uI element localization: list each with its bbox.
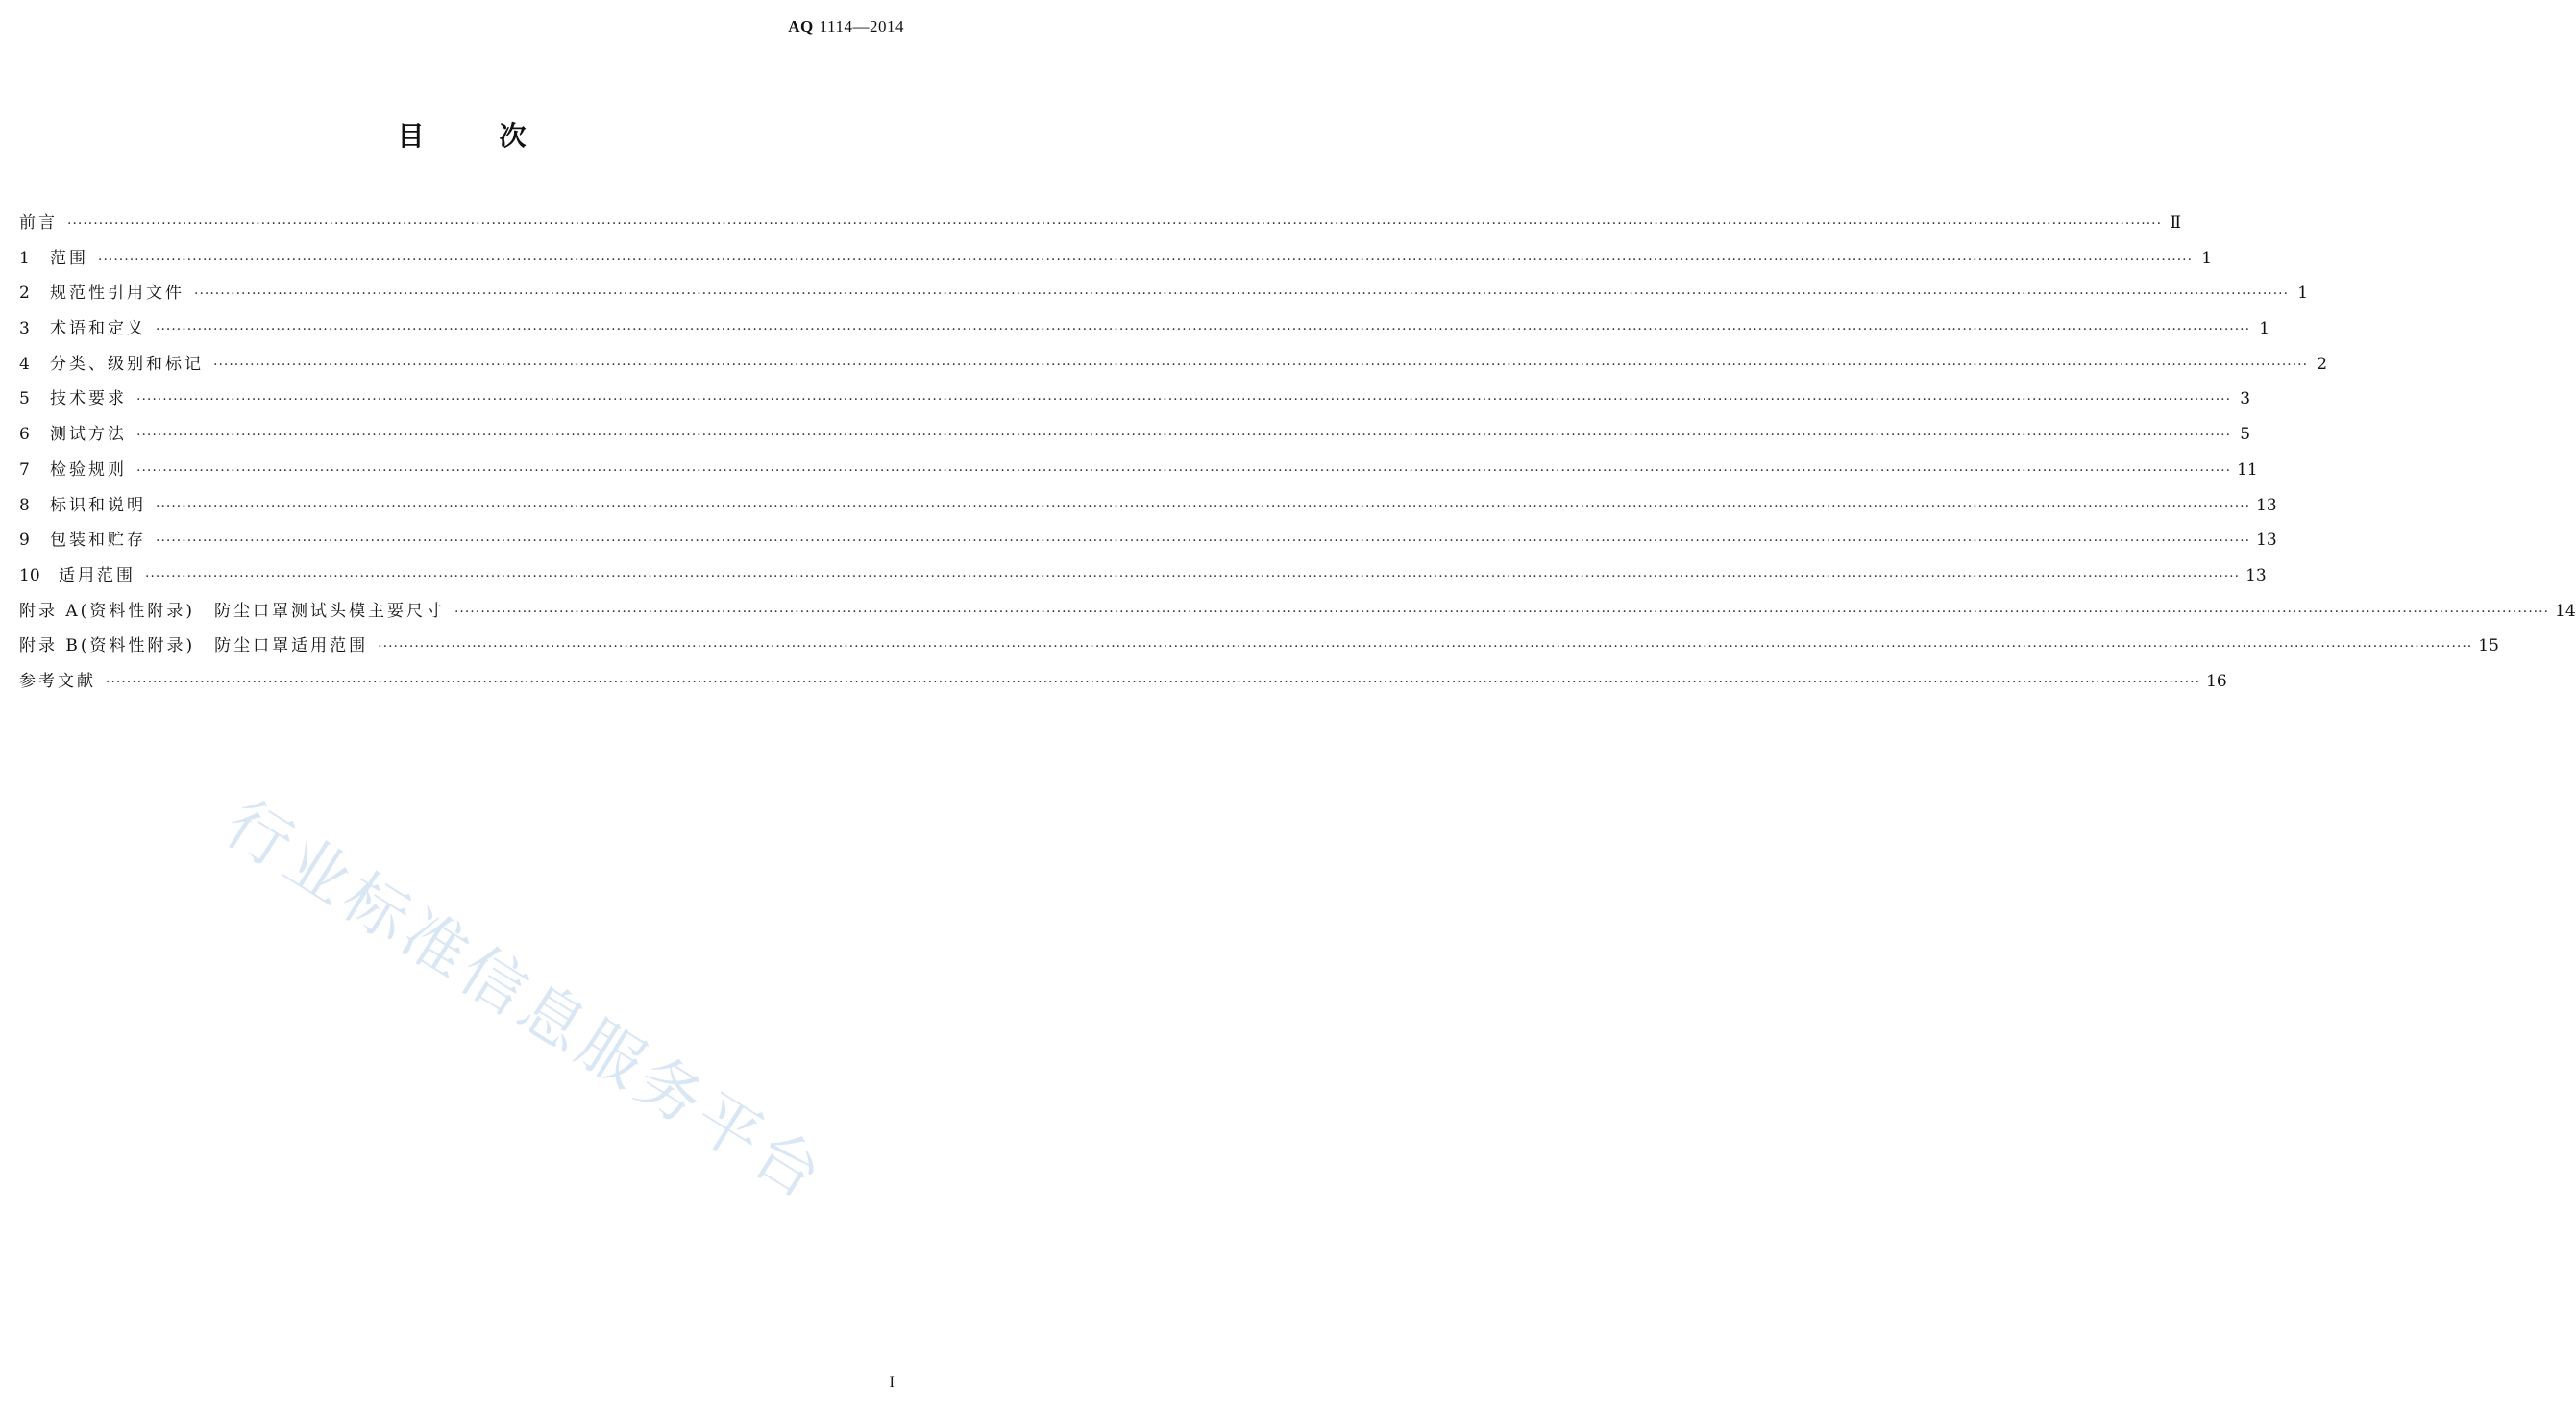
toc-entry-number: 7 [19, 459, 30, 480]
toc-leader-dots: ················································································································································································································································································································································································································ [136, 462, 2232, 479]
toc-entry-page: 13 [2256, 531, 2277, 551]
toc-entry[interactable] [19, 382, 2251, 417]
toc-entry[interactable] [19, 276, 2309, 311]
toc-entry-number: 10 [19, 565, 40, 585]
toc-entry-page: 16 [2206, 671, 2227, 691]
toc-leader-dots: ················································································································································································································································································································································································································ [156, 498, 2251, 514]
toc-entry[interactable] [19, 311, 2270, 347]
toc-entry-label: 包装和贮存 [50, 531, 146, 551]
toc-entry[interactable] [19, 488, 2277, 524]
toc-entry-page: 11 [2237, 459, 2258, 480]
toc-entry-page: 1 [2259, 319, 2270, 339]
toc-entry-label: 标识和说明 [50, 495, 146, 515]
toc-entry-page: 13 [2245, 565, 2267, 585]
toc-entry-label: 附录 A(资料性附录) 防尘口罩测试头模主要尺寸 [19, 601, 445, 621]
toc-leader-dots: ················································································································································································································································································································································································································ [378, 639, 2473, 656]
toc-entry-label: 适用范围 [59, 565, 135, 585]
toc-leader-dots: ················································································································································································································································································································································································································ [213, 357, 2309, 373]
toc-entry[interactable] [19, 453, 2258, 488]
toc-entry-page: Ⅱ [2170, 213, 2182, 233]
toc-entry-label: 术语和定义 [50, 319, 146, 339]
toc-entry-label: 前言 [19, 213, 58, 233]
table-of-contents [19, 206, 2576, 700]
toc-leader-dots: ················································································································································································································································································································································································································ [67, 216, 2163, 232]
toc-entry[interactable] [19, 417, 2251, 453]
toc-entry-page: 15 [2478, 636, 2499, 656]
toc-entry-number: 8 [19, 495, 30, 515]
toc-entry-label: 技术要求 [50, 389, 127, 409]
toc-entry-page: 14 [2555, 601, 2576, 621]
toc-entry-number: 5 [19, 389, 30, 409]
toc-entry[interactable] [19, 523, 2277, 558]
watermark: 行业标准信息服务平台 [212, 785, 839, 1216]
toc-leader-dots: ················································································································································································································································································································································································································ [98, 251, 2194, 267]
toc-entry-label: 附录 B(资料性附录) 防尘口罩适用范围 [19, 636, 369, 656]
toc-entry-page: 13 [2256, 495, 2277, 515]
toc-leader-dots: ················································································································································································································································································································································································································ [454, 604, 2550, 620]
toc-entry-label: 范围 [50, 248, 88, 268]
title-char-1: 目 [397, 120, 425, 152]
toc-entry[interactable] [19, 629, 2499, 664]
toc-entry-number: 3 [19, 319, 30, 339]
toc-entry-number: 9 [19, 531, 30, 551]
toc-entry-page: 1 [2297, 284, 2309, 304]
toc-entry-label: 分类、级别和标记 [50, 354, 204, 374]
toc-entry-page: 2 [2317, 354, 2328, 374]
toc-entry-page: 5 [2240, 425, 2251, 445]
standard-prefix: AQ [788, 17, 814, 36]
toc-entry-label: 检验规则 [50, 459, 127, 480]
toc-entry-number: 2 [19, 284, 30, 304]
toc-entry-number: 6 [19, 425, 30, 445]
toc-entry-number: 4 [19, 354, 30, 374]
toc-entry-label: 规范性引用文件 [50, 284, 184, 304]
toc-leader-dots: ················································································································································································································································································································································································································ [145, 568, 2241, 584]
toc-entry-page: 1 [2201, 248, 2213, 268]
toc-leader-dots: ················································································································································································································································································································································································································ [156, 322, 2251, 338]
toc-entry[interactable] [19, 347, 2328, 383]
page-number: I [889, 1374, 895, 1391]
toc-entry-page: 3 [2240, 389, 2251, 409]
toc-entry[interactable] [19, 664, 2227, 700]
toc-entry[interactable] [19, 206, 2182, 241]
toc-entry[interactable] [19, 594, 2576, 630]
standard-code [788, 17, 904, 37]
title-char-2: 次 [499, 120, 527, 152]
toc-leader-dots: ················································································································································································································································································································································································································ [194, 286, 2290, 303]
toc-entry-number: 1 [19, 248, 30, 268]
page-title [0, 115, 923, 154]
toc-entry-label: 测试方法 [50, 425, 127, 445]
toc-leader-dots: ················································································································································································································································································································································································································ [136, 428, 2232, 444]
toc-leader-dots: ················································································································································································································································································································································································································ [106, 674, 2201, 690]
toc-leader-dots: ················································································································································································································································································································································································································ [156, 533, 2251, 550]
toc-leader-dots: ················································································································································································································································································································································································································ [136, 392, 2232, 408]
toc-entry-label: 参考文献 [19, 671, 96, 691]
standard-number: 1114—2014 [819, 17, 904, 36]
toc-entry[interactable] [19, 558, 2267, 594]
toc-entry[interactable] [19, 241, 2213, 277]
